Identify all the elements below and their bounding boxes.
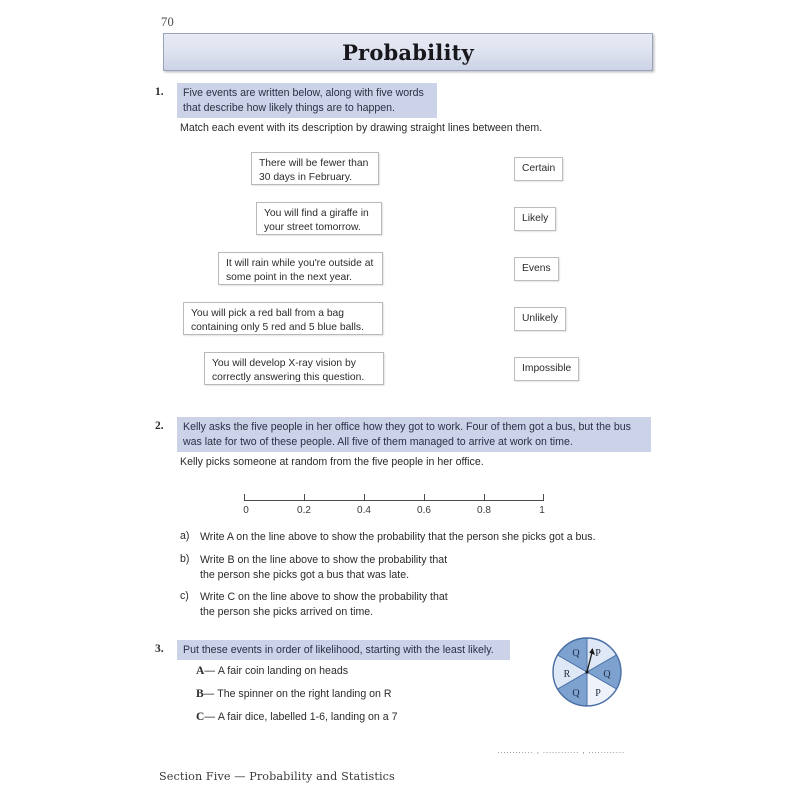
event-box-4[interactable]: You will pick a red ball from a bag containing only 5 red and 5 blue balls. (183, 302, 383, 335)
question-3-item-c-dash: — (204, 711, 215, 723)
spinner-label-r-left: R (563, 669, 571, 680)
question-2-prompt: Kelly asks the five people in her office how they got to work. Four of them got a bus, but the bus was late for two of these people. All five of them managed to arrive at work on time. (177, 417, 651, 452)
question-3-item-a (196, 665, 348, 677)
question-2-part-c-text: Write C on the line above to show the probability that the person she picks arrived on time. (200, 591, 448, 618)
question-3-item-a-text: A fair coin landing on heads (217, 665, 349, 677)
question-3-item-c-label: C (196, 711, 205, 723)
event-box-1[interactable]: There will be fewer than 30 days in February. (251, 152, 379, 185)
question-2-instruction: Kelly picks someone at random from the five people in her office. (180, 456, 484, 468)
spinner-label-p-bottom: P (595, 688, 601, 699)
question-3-prompt: Put these events in order of likelihood, starting with the least likely. (177, 640, 510, 660)
question-2-part-a-text: Write A on the line above to show the probability that the person she picks got a bus. (200, 531, 596, 543)
question-2-part-b-text: Write B on the line above to show the probability that the person she picks got a bus that was late. (200, 554, 448, 581)
word-box-likely[interactable]: Likely (514, 207, 556, 231)
question-1-prompt: Five events are written below, along with five words that describe how likely things are to happen. (177, 83, 437, 118)
answer-dotted-lines[interactable]: ............ , ............ , ............ (497, 745, 625, 756)
number-line-label-0-4: 0.4 (357, 505, 371, 516)
number-line-label-1: 1 (539, 505, 545, 516)
word-box-certain[interactable]: Certain (514, 157, 563, 181)
word-box-impossible[interactable]: Impossible (514, 357, 579, 381)
question-2-part-b-letter: b) (180, 553, 190, 565)
event-box-2[interactable]: You will find a giraffe in your street tomorrow. (256, 202, 382, 235)
number-line-label-0-2: 0.2 (297, 505, 311, 516)
spinner-label-q-top-left: Q (572, 648, 580, 659)
number-line-tick-0 (244, 494, 245, 501)
spinner-label-p-top: P (595, 648, 601, 659)
number-line-tick-0-2 (304, 494, 305, 501)
question-3-item-b-label: B (196, 688, 204, 700)
question-1-instruction: Match each event with its description by drawing straight lines between them. (180, 122, 543, 134)
number-line-tick-0-8 (484, 494, 485, 501)
event-box-3[interactable]: It will rain while you're outside at some point in the next year. (218, 252, 383, 285)
question-2-part-a-letter: a) (180, 530, 190, 542)
page-title-banner (163, 33, 653, 71)
number-line-axis (244, 500, 544, 501)
question-3-item-b-dash: — (203, 688, 215, 700)
question-3-item-c-text: A fair dice, labelled 1-6, landing on a 7 (217, 711, 398, 723)
page-footer: Section Five — Probability and Statistics (159, 770, 395, 783)
question-3-item-c (196, 711, 398, 723)
number-line-tick-0-4 (364, 494, 365, 501)
event-box-5[interactable]: You will develop X-ray vision by correctly answering this question. (204, 352, 384, 385)
question-3-item-a-dash: — (204, 665, 215, 677)
page-title: Probability (342, 39, 474, 65)
question-3-item-b (196, 688, 392, 700)
question-3-item-a-label: A (196, 665, 205, 677)
word-box-evens[interactable]: Evens (514, 257, 559, 281)
probability-number-line[interactable] (244, 492, 544, 526)
number-line-label-0-8: 0.8 (477, 505, 491, 516)
number-line-label-0-6: 0.6 (417, 505, 431, 516)
question-2-number: 2. (155, 420, 164, 432)
number-line-tick-0-6 (424, 494, 425, 501)
spinner-centre-pin (585, 670, 588, 673)
question-2-part-c-letter: c) (180, 590, 189, 602)
page-number: 70 (161, 15, 175, 29)
number-line-label-0: 0 (243, 505, 249, 516)
word-box-unlikely[interactable]: Unlikely (514, 307, 566, 331)
spinner-label-q-right: Q (603, 669, 611, 680)
spinner-label-q-bottom-left: Q (572, 688, 580, 699)
number-line-tick-1 (543, 494, 544, 501)
question-3-number: 3. (155, 643, 164, 655)
question-1-number: 1. (155, 86, 164, 98)
spinner-diagram (551, 636, 623, 708)
question-3-item-b-text: The spinner on the right landing on R (217, 688, 392, 700)
